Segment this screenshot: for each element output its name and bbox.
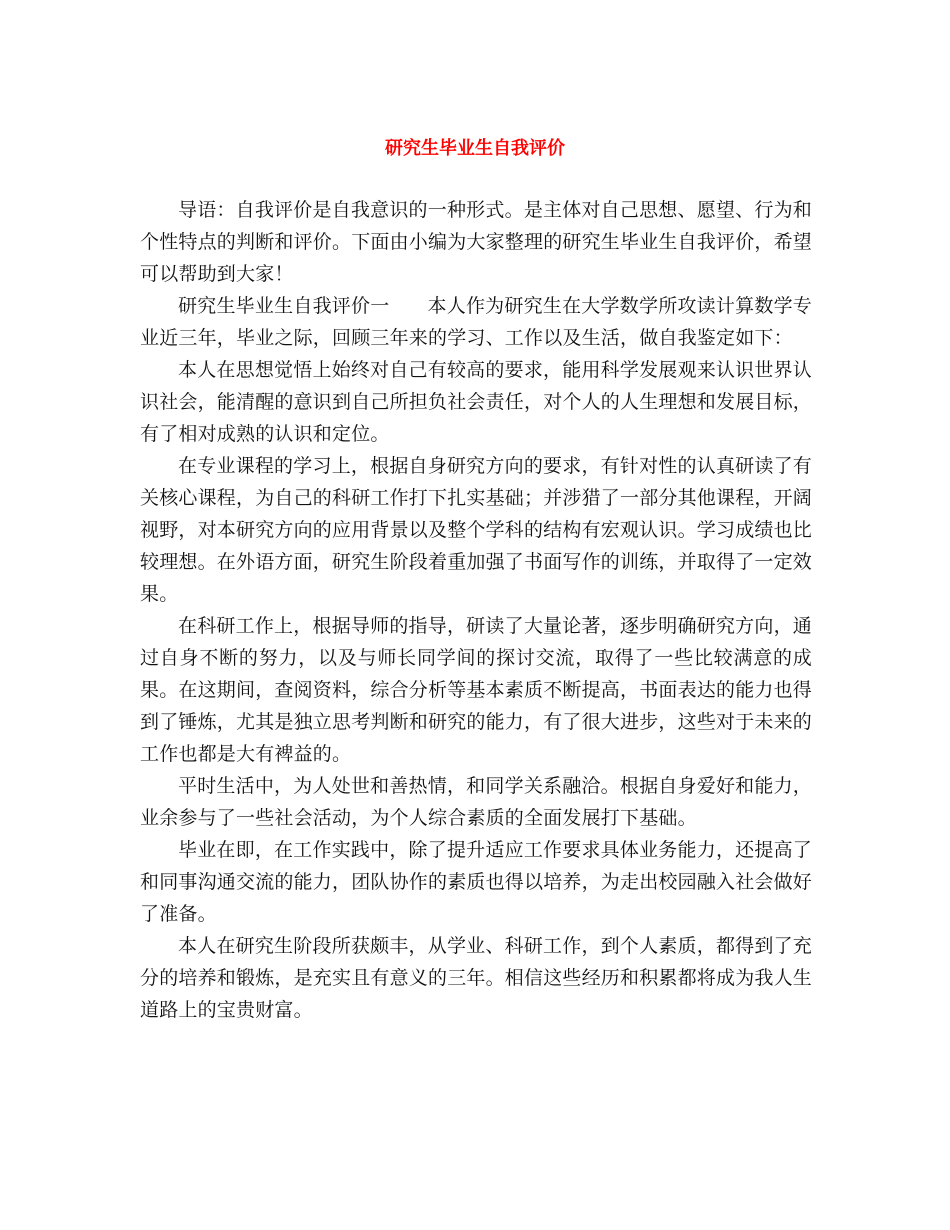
body-paragraph-2: 在专业课程的学习上，根据自身研究方向的要求，有针对性的认真研读了有关核心课程，为自己的科研工作打下扎实基础；并涉猎了一部分其他课程，开阔视野，对本研究方向的应用背景以及整个学科的结构有宏观认识。学习成绩也比较理想。在外语方面，研究生阶段着重加强了书面写作的训练，并取得了一定效果。 — [140, 455, 813, 605]
document-title: 研究生毕业生自我评价 — [385, 138, 565, 159]
section1-paragraph — [140, 290, 812, 354]
intro-paragraph: 导语：自我评价是自我意识的一种形式。是主体对自己思想、愿望、行为和个性特点的判断和评价。下面由小编为大家整理的研究生毕业生自我评价，希望可以帮助到大家！ — [140, 199, 813, 285]
document-body — [140, 194, 812, 1026]
body-paragraph-5: 毕业在即，在工作实践中，除了提升适应工作要求具体业务能力，还提高了和同事沟通交流的能力，团队协作的素质也得以培养，为走出校园融入社会做好了准备。 — [140, 839, 813, 925]
body-paragraph-4: 平时生活中，为人处世和善热情，和同学关系融洽。根据自身爱好和能力，业余参与了一些社会活动，为个人综合素质的全面发展打下基础。 — [140, 775, 812, 829]
section1-lead: 本人作为研究生在大学数学所攻读计算数学专业近三年，毕业之际，回顾三年来的学习、工作以及生活，做自我鉴定如下： — [140, 295, 812, 349]
body-paragraph-3: 在科研工作上，根据导师的指导，研读了大量论著，逐步明确研究方向，通过自身不断的努力，以及与师长同学间的探讨交流，取得了一些比较满意的成果。在这期间，查阅资料，综合分析等基本素质不断提高，书面表达的能力也得到了锤炼，尤其是独立思考判断和研究的能力，有了很大进步，这些对于未来的工作也都是大有裨益的。 — [140, 615, 813, 765]
body-paragraph-1: 本人在思想觉悟上始终对自己有较高的要求，能用科学发展观来认识世界认识社会，能清醒的意识到自己所担负社会责任，对个人的人生理想和发展目标，有了相对成熟的认识和定位。 — [140, 359, 813, 445]
section1-heading: 研究生毕业生自我评价一 — [178, 295, 390, 317]
body-paragraph-6: 本人在研究生阶段所获颇丰，从学业、科研工作，到个人素质，都得到了充分的培养和锻炼，是充实且有意义的三年。相信这些经历和积累都将成为我人生道路上的宝贵财富。 — [140, 935, 813, 1021]
